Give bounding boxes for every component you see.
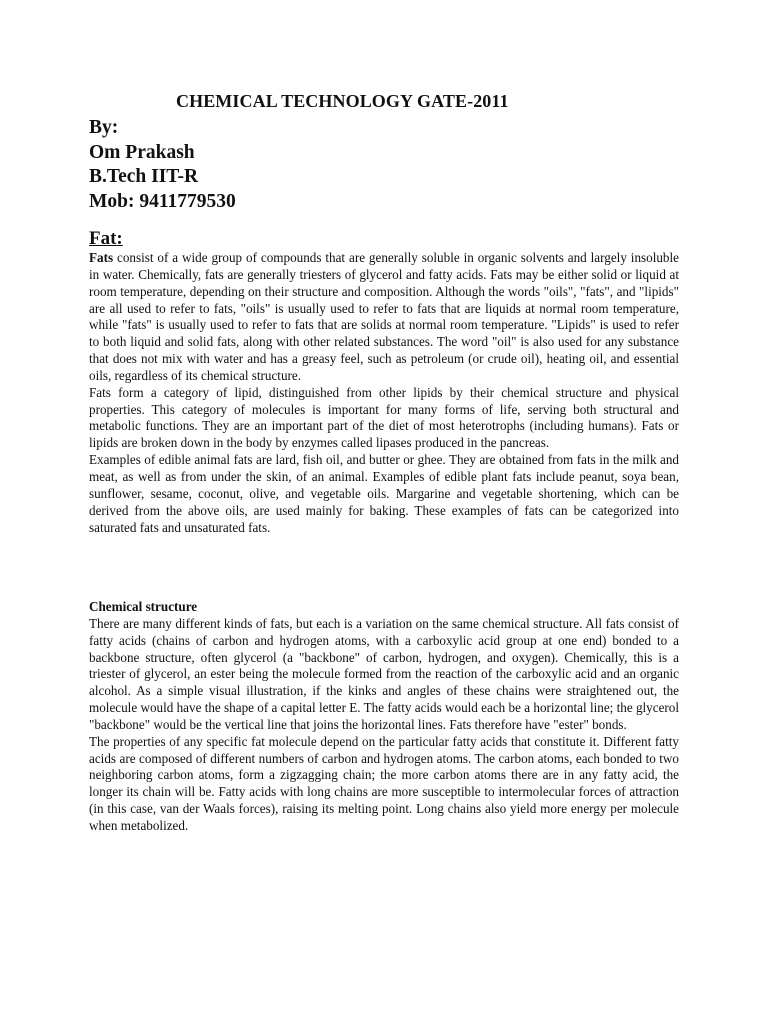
fat-section-body bbox=[89, 250, 679, 536]
lead-word: Fats bbox=[89, 250, 114, 265]
by-label: By: bbox=[89, 117, 119, 138]
chemical-structure-section bbox=[89, 599, 679, 835]
author-name: Om Prakash bbox=[89, 141, 195, 163]
author-block bbox=[89, 116, 236, 214]
author-degree: B.Tech IIT-R bbox=[89, 166, 199, 187]
paragraph: There are many different kinds of fats, but each is a variation on the same chemical structure. All fats consist of fatty acids (chains of carbon and hydrogen atoms, with a carboxylic acid group at one end) bonded to a backbone structure, often glycerol (a "backbone" of carbon, hydrogen, and oxygen). Chemically, this is a triester of glycerol, an ester being the molecule formed from the reaction of the carboxylic acid and an organic alcohol. As a simple visual illustration, if the kinks and angles of these chains were straightened out, the molecule would have the shape of a capital letter E. The fatty acids would each be a horizontal line; the glycerol "backbone" would be the vertical line that joins the horizontal lines. Fats therefore have "ester" bonds. bbox=[89, 615, 679, 732]
paragraph-text: consist of a wide group of compounds that are generally soluble in organic solvents and largely insoluble in water. Chemically, fats are generally triesters of glycerol and fatty acids. Fats may be either solid or liquid at room temperature, depending on their structure and composition. Although the words "oils", "fats", and "lipids" are all used to refer to fats, "oils" is usually used to refer to fats that are liquids at normal room temperature, while "fats" is usually used to refer to fats that are solids at normal room temperature. "Lipids" is used to refer to both liquid and solid fats, along with other related substances. The word "oil" is also used for any substance that does not mix with water and has a greasy feel, such as petroleum (or crude oil), heating oil, and essential oils, regardless of its chemical structure. bbox=[89, 250, 679, 383]
paragraph: The properties of any specific fat molecule depend on the particular fatty acids that constitute it. Different fatty acids are composed of different numbers of carbon and hydrogen atoms. The carbon atoms, each bonded to two neighboring carbon atoms, form a zigzagging chain; the more carbon atoms there are in any fatty acid, the longer its chain will be. Fatty acids with long chains are more susceptible to intermolecular forces of attraction (in this case, van der Waals forces), raising its melting point. Long chains also yield more energy per molecule when metabolized. bbox=[89, 733, 679, 833]
paragraph: Fats form a category of lipid, distinguished from other lipids by their chemical structure and physical properties. This category of molecules is important for many forms of life, serving both structural and metabolic functions. They are an important part of the diet of most heterotrophs (including humans). Fats or lipids are broken down in the body by enzymes called lipases produced in the pancreas. bbox=[89, 384, 679, 451]
section-heading-chemical-structure: Chemical structure bbox=[89, 599, 198, 614]
paragraph: Examples of edible animal fats are lard, fish oil, and butter or ghee. They are obtained from fats in the milk and meat, as well as from under the skin, of an animal. Examples of edible plant fats include peanut, soya bean, sunflower, sesame, coconut, olive, and vegetable oils. Margarine and vegetable shortening, which can be derived from the above oils, are used mainly for baking. These examples of fats can be categorized into saturated fats and unsaturated fats. bbox=[89, 452, 679, 535]
document-title: CHEMICAL TECHNOLOGY GATE-2011 bbox=[176, 91, 509, 111]
author-mobile: Mob: 9411779530 bbox=[89, 190, 236, 212]
section-heading-fat: Fat: bbox=[89, 228, 123, 249]
paragraph bbox=[89, 250, 679, 385]
